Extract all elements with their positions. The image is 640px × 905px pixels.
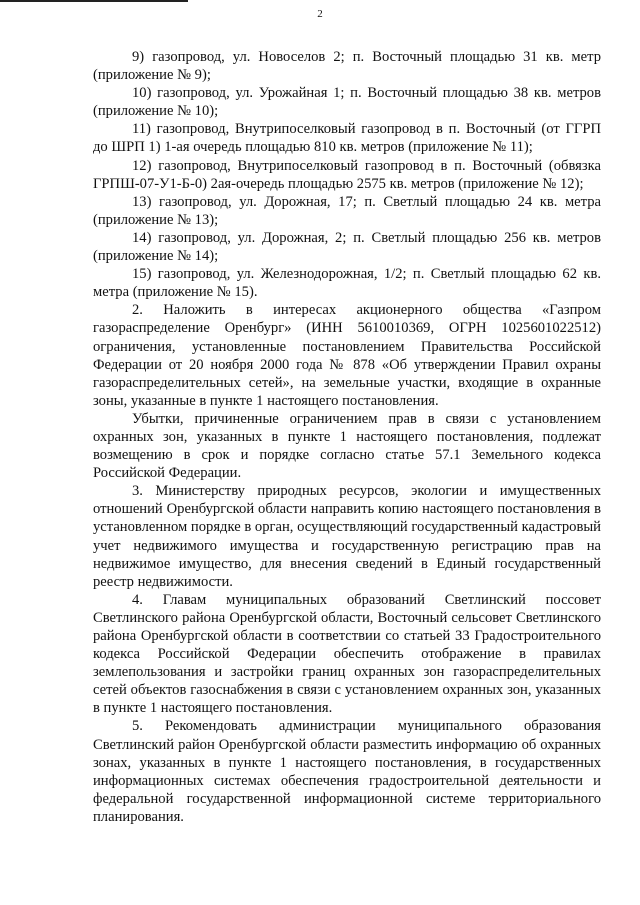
section-2: 2. Наложить в интересах акционерного общества «Газпром газораспределение Оренбург» (ИНН 5610010369, ОГРН 1025601022512) ограничения, установленные постановлением Правительства Российской Федерации от 20 ноября 2000 года № 878 «Об утверждении Правил охраны газораспределительных сетей», на земельные участки, входящие в охранные зоны, указанные в пункте 1 настоящего постановления. [93, 302, 601, 409]
section-3: 3. Министерству природных ресурсов, экологии и имущественных отношений Оренбургской области направить копию настоящего постановления в установленном порядке в орган, осуществляющий государственный кадастровый учет недвижимого имущества и государственную регистрацию прав на недвижимое имущество, для внесения сведений в Единый государственный реестр недвижимости. [93, 483, 601, 590]
item-9: 9) газопровод, ул. Новоселов 2; п. Восточный площадью 31 кв. метр (приложение № 9); [93, 49, 601, 84]
page-number: 2 [317, 8, 323, 20]
section-5: 5. Рекомендовать администрации муниципального образования Светлинский район Оренбургской области разместить информацию об охранных зонах, указанных в пункте 1 настоящего постановления, в государственных информационных системах обеспечения градостроительной деятельности и федеральной государственной информационной системе территориального планирования. [93, 718, 601, 825]
header-rule [0, 0, 188, 2]
item-11: 11) газопровод, Внутрипоселковый газопровод в п. Восточный (от ГГРП до ШРП 1) 1-ая очередь площадью 810 кв. метров (приложение № 11); [93, 121, 601, 156]
document-body [93, 48, 601, 826]
item-13: 13) газопровод, ул. Дорожная, 17; п. Светлый площадью 24 кв. метра (приложение № 13); [93, 193, 601, 228]
section-4: 4. Главам муниципальных образований Светлинский поссовет Светлинского района Оренбургской области, Восточный сельсовет Светлинского района Оренбургской области в соответствии со статьей 33 Градостроительного кодекса Российской Федерации обеспечить отображение в правилах землепользования и застройки границ охранных зон газораспределительных сетей объектов газоснабжения в связи с установлением охранных зон, указанных в пункте 1 настоящего постановления. [93, 591, 601, 717]
item-12: 12) газопровод, Внутрипоселковый газопровод в п. Восточный (обвязка ГРПШ-07-У1-Б-0) 2ая-очередь площадью 2575 кв. метров (приложение № 12); [93, 157, 601, 192]
section-2-losses: Убытки, причиненные ограничением прав в связи с установлением охранных зон, указанных в пункте 1 настоящего постановления, подлежат возмещению в срок и порядке согласно статье 57.1 Земельного кодекса Российской Федерации. [93, 410, 601, 482]
item-14: 14) газопровод, ул. Дорожная, 2; п. Светлый площадью 256 кв. метров (приложение № 14); [93, 229, 601, 265]
item-10: 10) газопровод, ул. Урожайная 1; п. Восточный площадью 38 кв. метров (приложение № 10); [93, 85, 601, 120]
item-15: 15) газопровод, ул. Железнодорожная, 1/2; п. Светлый площадью 62 кв. метра (приложение № 15). [93, 266, 601, 301]
